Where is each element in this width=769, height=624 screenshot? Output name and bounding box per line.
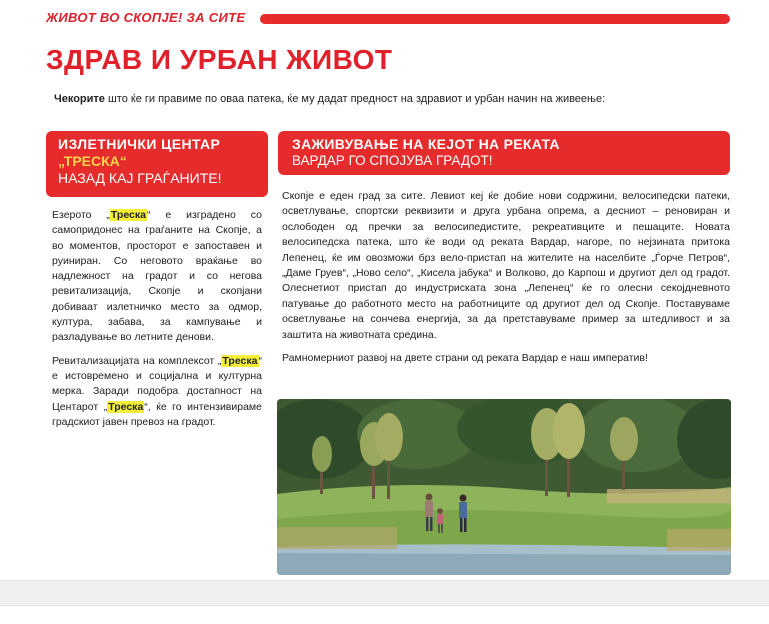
quay-section-header: [278, 131, 730, 175]
highlight-treska: Треска: [108, 400, 144, 413]
treska-section-header: [46, 131, 268, 197]
treska-paragraph-2: Ревитализацијата на комплексот „Треска“ е истовремено и социјална и културна мерка. Заради подобра достапност на Центарот „Треска“, ќе го интензивираме градскиот јавен превоз на градот.: [52, 354, 262, 428]
family-park-photo: [277, 399, 731, 575]
quay-section-body: [282, 189, 730, 374]
treska-header-line1: ИЗЛЕТНИЧКИ ЦЕНТАР: [58, 136, 221, 152]
section-label: ЖИВОТ ВО СКОПЈЕ! ЗА СИТЕ: [46, 10, 246, 25]
intro-body: што ќе ги правиме по оваа патека, ќе му дадат предност на здравиот и урбан начин на живеење:: [104, 93, 606, 105]
treska-header-line3: НАЗАД КАЈ ГРАЃАНИТЕ!: [58, 170, 222, 186]
intro-lead: Чекорите: [54, 93, 105, 105]
quay-paragraph-2: Рамномерниот развој на двете страни од реката Вардар е наш императив!: [282, 352, 648, 365]
page-title: ЗДРАВ И УРБАН ЖИВОТ: [46, 44, 393, 75]
highlight-treska: Треска: [222, 354, 258, 367]
treska-header-line2: „ТРЕСКА“: [58, 153, 127, 169]
intro-text: [54, 93, 605, 105]
quay-header-line2: ВАРДАР ГО СПОЈУВА ГРАДОТ!: [292, 153, 493, 168]
highlight-treska: Треска: [110, 209, 146, 221]
header-rule: [260, 14, 730, 24]
quay-header-line1: ЗАЖИВУВАЊЕ НА КЕЈОТ НА РЕКАТА: [292, 136, 560, 152]
quay-paragraph-1: Скопје е еден град за сите. Левиот кеј ќе добие нови содржини, велосипедски патеки, осветлување, спортски реквизити и друга урбана опрема, а десниот – реновиран и ослободен од пречки за велосипедистите, рекреативците и пешаците. Новата велосипедска патека, што ќе води од реката Вардар, нагоре, по нејзината притока Лепенец, ќе им овозможи брз вело-пристап на жителите на населбите „Ѓорче Петров“, „Даме Груев“, „Ново село“, „Кисела јабука“ и Волково, до Карпош и другиот дел од градот. Олеснетиот пристап до индустриската зона „Лепенец“ ќе го олесни секојдневното патување до работното место на работниците од другиот дел од Скопје. Поставуваме осветлување на сончева енергија, за да претставуваме пример за штедливост и за заштита на животната средина.: [282, 190, 730, 341]
footer-strip: [0, 580, 769, 606]
treska-paragraph-1: Езерото „Треска“ е изградено со самопридонес на граѓаните на Скопје, а во моментов, просторот е запоставен и руиниран. Со неговото враќање во надлежност на градот и со негова ревитализација, Скопје и скопјани добиваат излетничко место за одмор, култура, забава, за кампување и разладување во летните денови.: [52, 209, 262, 344]
treska-section-body: [52, 208, 262, 438]
